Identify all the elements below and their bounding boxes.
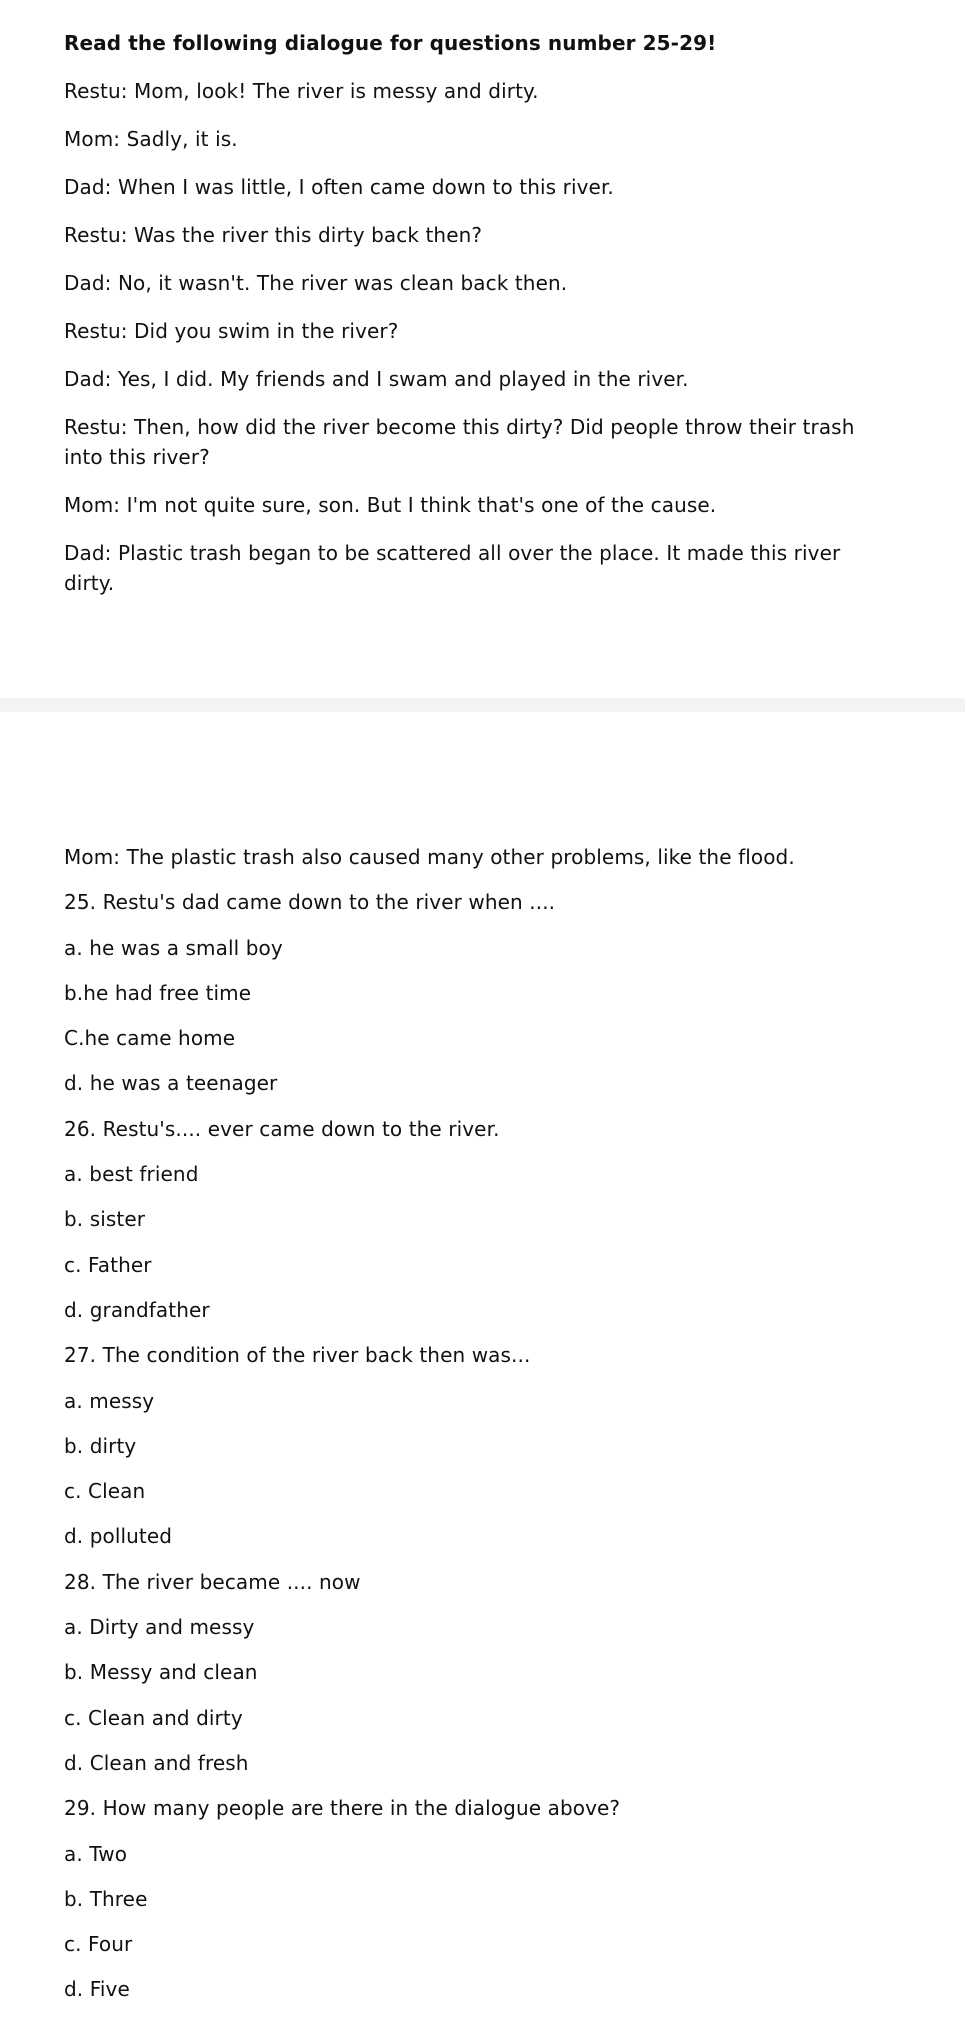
dialogue-line: Dad: When I was little, I often came down to this river. [64,175,614,199]
page-separator [0,698,965,712]
option: a. best friend [64,1162,199,1187]
option: C.he came home [64,1026,236,1051]
dialogue-line: Dad: Plastic trash began to be scattered all over the place. It made this river dirty. [64,541,841,595]
question-25: 25. Restu's dad came down to the river when .... [64,890,556,915]
dialogue-line: Restu: Mom, look! The river is messy and dirty. [64,79,539,103]
question-27: 27. The condition of the river back then was... [64,1343,531,1368]
option: d. polluted [64,1524,173,1549]
dialogue-line: Restu: Was the river this dirty back then? [64,223,483,247]
option: b. sister [64,1207,146,1232]
document-page-1 [0,0,965,698]
dialogue-line: Mom: The plastic trash also caused many other problems, like the flood. [64,845,795,869]
option: c. Clean [64,1479,146,1504]
option: d. Clean and fresh [64,1750,249,1775]
dialogue-line: Mom: Sadly, it is. [64,127,238,151]
option: c. Clean and dirty [64,1705,243,1730]
page-1-content [64,28,875,616]
dialogue-line: Dad: No, it wasn't. The river was clean back then. [64,271,568,295]
option: a. messy [64,1388,155,1413]
option: c. Father [64,1252,152,1277]
option: b.he had free time [64,980,252,1005]
dialogue-line: Restu: Then, how did the river become this dirty? Did people throw their trash into this river? [64,415,855,469]
page-2-content [64,842,875,2020]
option: b. Three [64,1886,148,1911]
instruction-heading: Read the following dialogue for questions number 25-29! [64,31,717,55]
option: d. grandfather [64,1297,210,1322]
option: a. Dirty and messy [64,1615,255,1640]
option: b. dirty [64,1433,137,1458]
option: d. Five [64,1977,130,2002]
option: c. Four [64,1932,133,1957]
option: a. he was a small boy [64,935,283,960]
dialogue-line: Restu: Did you swim in the river? [64,319,399,343]
dialogue-line: Dad: Yes, I did. My friends and I swam and played in the river. [64,367,689,391]
question-26: 26. Restu's.... ever came down to the river. [64,1116,500,1141]
question-28: 28. The river became .... now [64,1569,361,1594]
option: a. Two [64,1841,128,1866]
document-page-2 [0,712,965,2008]
question-29: 29. How many people are there in the dialogue above? [64,1796,621,1821]
option: d. he was a teenager [64,1071,278,1096]
option: b. Messy and clean [64,1660,258,1685]
dialogue-line: Mom: I'm not quite sure, son. But I think that's one of the cause. [64,493,717,517]
